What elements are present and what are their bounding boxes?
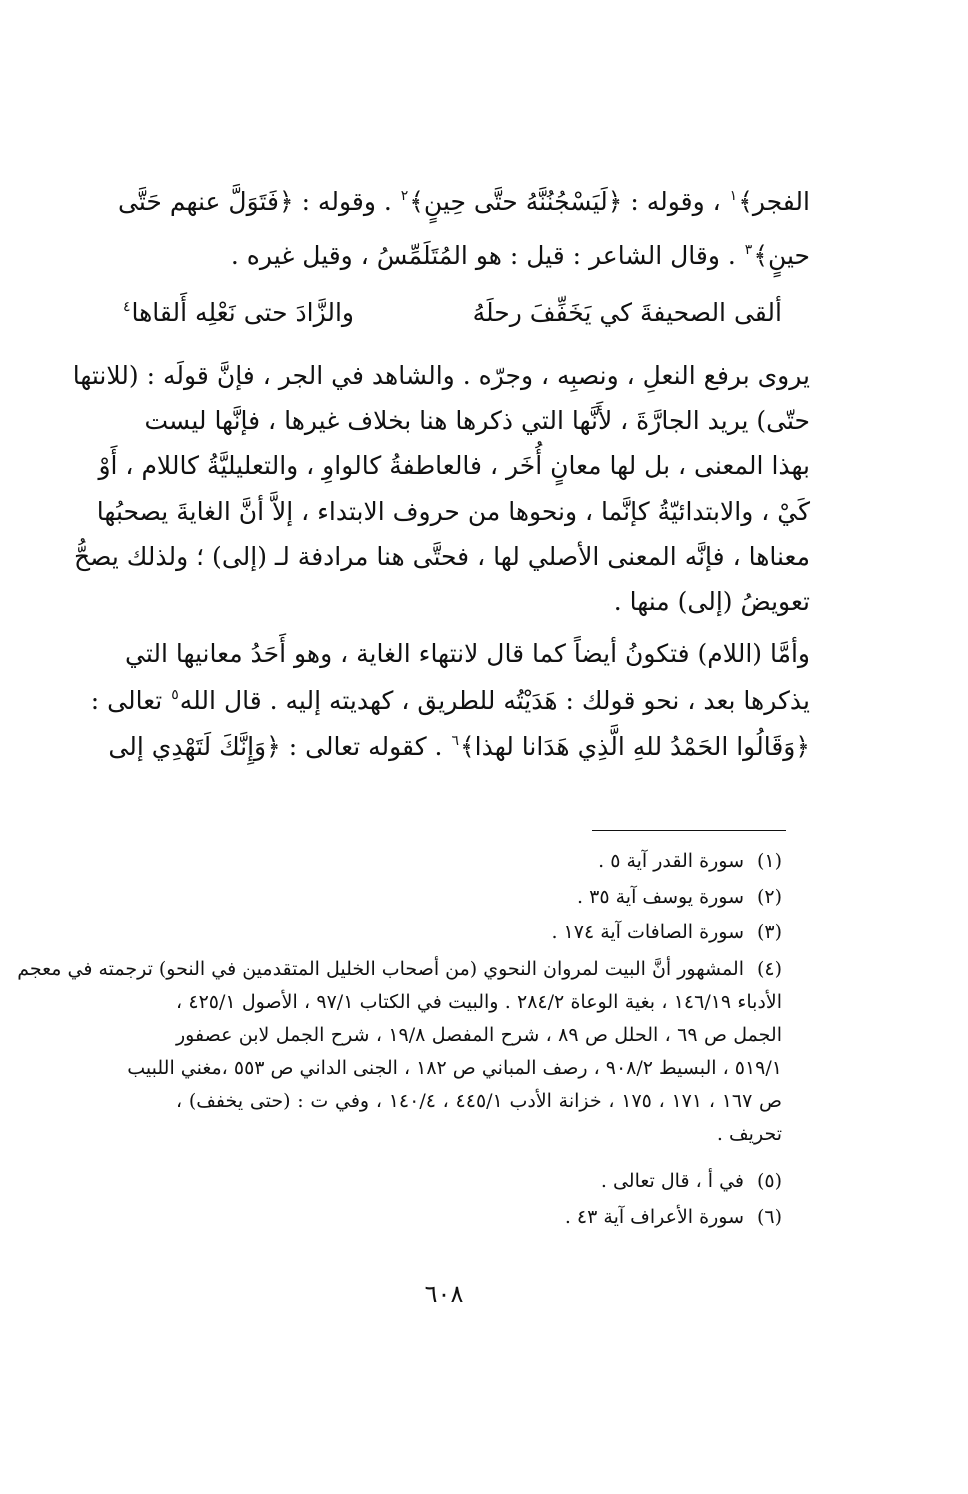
footnote-line: الجمل ص ٦٩ ، الحلل ص ٨٩ ، شرح المفصل ١٩/٨ ، شرح الجمل لابن عصفور [176,1024,782,1046]
footnote-ref[interactable]: ٢ [400,188,409,204]
footnote-number: (٦) [756,1206,782,1228]
text: حينٍ﴾ [753,241,810,270]
footnote-line: المشهور أنَّ البيت لمروان النحوي (من أصحاب الخليل المتقدمين في النحو) ترجمته في معجم [17,958,744,980]
verse-first-hemistich: ألقى الصحيفةَ كي يَخَفِّفَ رحلَهُ [472,298,782,327]
footnote-ref[interactable]: ٥ [171,687,179,703]
footnote-text: سورة الصافات آية ١٧٤ . [551,921,744,943]
text: . وقوله : ﴿فَتَوَلَّ عنهم حَتَّى [118,187,400,216]
footnote-number: (٥) [756,1170,782,1192]
footnote-text: سورة يوسف آية ٣٥ . [577,886,744,908]
footnote-separator [592,830,786,831]
footnote-line: تحريف . [716,1123,782,1145]
footnote-number: (٣) [756,921,782,943]
poetry-verse [0,296,968,330]
footnote-number: (١) [756,850,782,872]
page-number: ٦٠٨ [424,1280,464,1308]
footnote-3 [0,917,968,947]
footnote-5 [0,1166,968,1196]
footnote-ref[interactable]: ٤ [122,299,131,315]
text: تعالى : [90,686,171,715]
para2-line-3 [108,731,810,767]
text: . وقال الشاعر : قيل : هو المُتَلَمِّسُ ، وقيل غيره . [230,241,744,270]
body-line-2 [231,240,810,276]
footnote-number: (٢) [756,886,782,908]
text: الفجر﴾ [738,187,810,216]
footnote-ref[interactable]: ١ [729,188,738,204]
text: ، وقوله : ﴿لَيَسْجُنُنَّهُ حتَّى حِينٍ﴾ [409,187,729,216]
para1-line-2: حتّى) يريد الجارَّةَ ، لأَنَّها التي ذكرها هنا بخلاف غيرها ، فإنَّها ليست [144,406,810,435]
footnote-number: (٤) [756,958,782,980]
para2-line-2 [90,685,810,721]
footnote-ref[interactable]: ٦ [451,733,459,749]
para1-line-6: تعويضُ (إلى) منها . [613,587,810,616]
para1-line-1: يروى برفع النعلِ ، ونصبِه ، وجرّه . والشاهد في الجر ، فإنَّ قولَه : (للانتها [72,361,810,390]
footnote-line: ص ١٦٧ ، ١٧١ ، ١٧٥ ، خزانة الأدب ٤٤٥/١ ، ١٤٠/٤ ، وفي ت : (حتى يخفف) ، [176,1090,783,1112]
verse-second-hemistich [122,296,354,334]
footnote-ref[interactable]: ٣ [744,242,753,258]
text: والزَّادَ حتى نَعْلِه أَلقاها [131,298,354,327]
footnote-1 [0,846,968,876]
para1-line-3: بهذا المعنى ، بل لها معانٍ أُخَر ، فالعاطفةُ كالواوِ ، والتعليليَّةُ كاللام ، أَوْ [98,451,810,480]
footnote-line: الأدباء ١٤٦/١٩ ، بغية الوعاة ٢٨٤/٢ . والبيت في الكتاب ٩٧/١ ، الأصول ٤٢٥/١ ، [176,991,782,1013]
para2-line-1: وأمَّا (اللام) فتكونُ أيضاً كما قال لانتهاء الغاية ، وهو أَحَدُ معانيها التي [124,639,810,668]
footnote-text: سورة القدر آية ٥ . [598,850,744,872]
footnote-4 [0,954,968,1164]
footnote-2 [0,882,968,912]
body-line-1 [118,186,810,222]
para1-line-4: كَيْ ، والابتدائيّةُ كإنَّما ، ونحوها من حروف الابتداء ، إلاَّ أنَّ الغايةَ يصحبُها [96,497,810,526]
footnote-line: ٥١٩/١ ، البسيط ٩٠٨/٢ ، رصف المباني ص ١٨٢ ، الجنى الداني ص ٥٥٣ ،مغني اللبيب [127,1057,782,1079]
footnote-6 [0,1202,968,1232]
footnote-text: سورة الأعراف آية ٤٣ . [564,1206,744,1228]
text: ﴿وَقَالُوا الحَمْدُ للهِ الَّذِي هَدَانا لهذا﴾ [459,732,810,761]
text: يذكرها بعد ، نحو قولك : هَدَيْتُه للطريق ، كهديته إليه . قال الله [179,686,810,715]
para1-line-5: معناها ، فإنَّه المعنى الأصلي لها ، فحتَّى هنا مرادفة لـ (إلى) ؛ ولذلك يصحُّ [74,542,810,571]
footnote-text: في أ ، قال تعالى . [600,1170,744,1192]
text: . كقوله تعالى : ﴿وَإِنَّكَ لَتَهْدِي إلى [108,732,451,761]
